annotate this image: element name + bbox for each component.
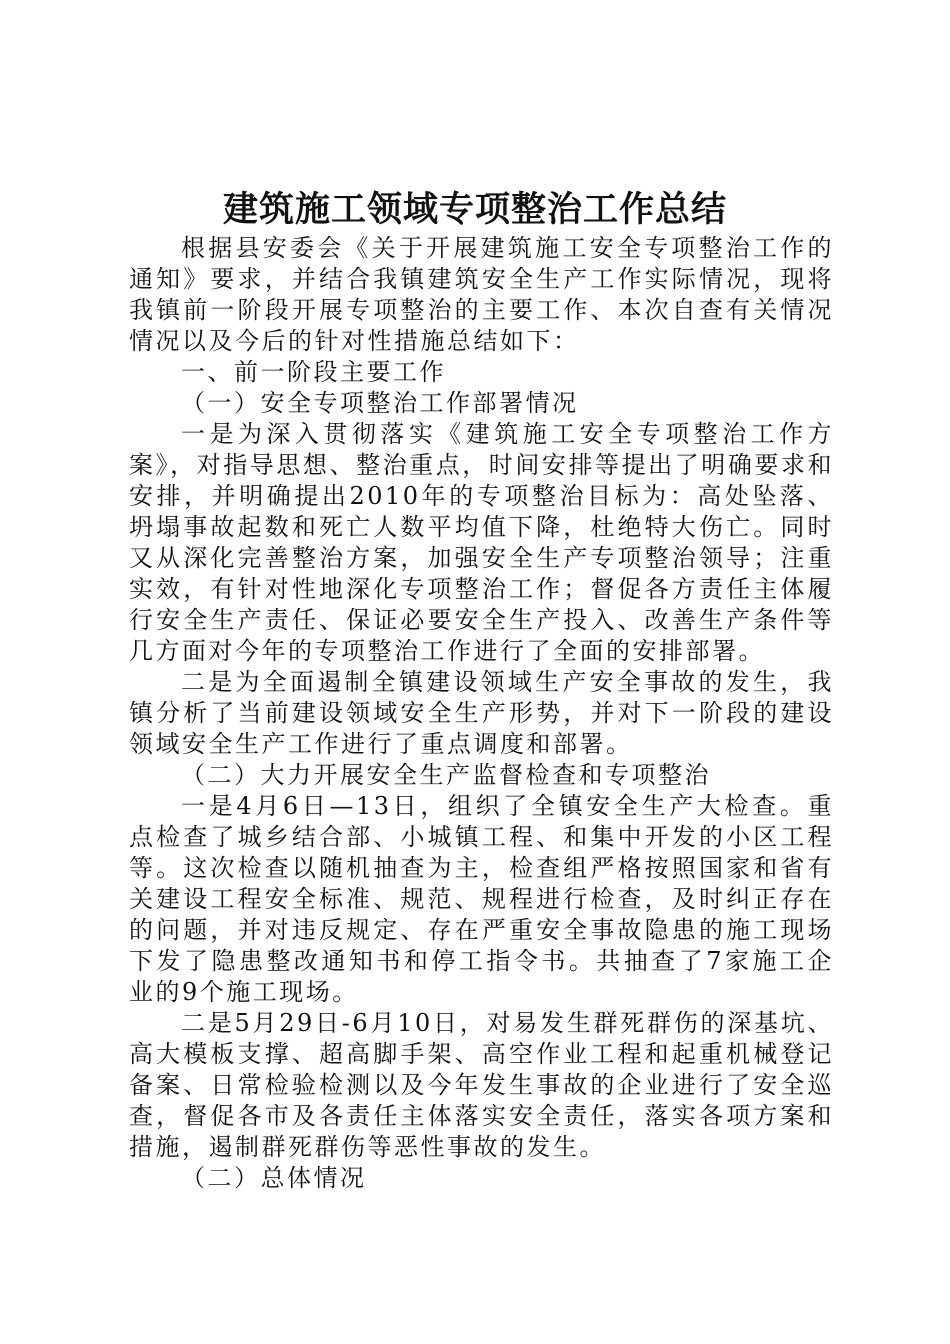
subsection-heading-3: （二）总体情况 (181, 1164, 367, 1192)
body-paragraph-3: 一是4月6日—13日，组织了全镇安全生产大检查。重点检查了城乡结合部、小城镇工程、和集中开发的小区工程等。这次检查以随机抽查为主，检查组严格按照国家和省有关建设工程安全标准、规范、规程进行检查，及时纠正存在的问题，并对违反规定、存在严重安全事故隐患的施工现场下发了隐患整改通知书和停工指令书。共抽查了7家施工企业的9个施工现场。 (129, 792, 834, 1006)
document-body (129, 233, 834, 1194)
intro-paragraph: 根据县安委会《关于开展建筑施工安全专项整治工作的通知》要求，并结合我镇建筑安全生产工作实际情况，现将我镇前一阶段开展专项整治的主要工作、本次自查有关情况情况以及今后的针对性措施总结如下： (129, 234, 834, 355)
document-title: 建筑施工领域专项整治工作总结 (222, 189, 727, 230)
body-paragraph-4: 二是5月29日-6月10日，对易发生群死群伤的深基坑、高大模板支撑、超高脚手架、高空作业工程和起重机械登记备案、日常检验检测以及今年发生事故的企业进行了安全巡查，督促各市及各责任主体落实安全责任，落实各项方案和措施，遏制群死群伤等恶性事故的发生。 (129, 1009, 834, 1161)
subsection-heading-1: （一）安全专项整治工作部署情况 (181, 389, 579, 417)
body-paragraph-1: 一是为深入贯彻落实《建筑施工安全专项整治工作方案》，对指导思想、整治重点，时间安排等提出了明确要求和安排，并明确提出2010年的专项整治目标为：高处坠落、坍塌事故起数和死亡人数平均值下降，杜绝特大伤亡。同时又从深化完善整治方案，加强安全生产专项整治领导；注重实效，有针对性地深化专项整治工作；督促各方责任主体履行安全生产责任、保证必要安全生产投入、改善生产条件等几方面对今年的专项整治工作进行了全面的安排部署。 (129, 420, 834, 665)
subsection-heading-2: （二）大力开展安全生产监督检查和专项整治 (181, 761, 711, 789)
body-paragraph-2: 二是为全面遏制全镇建设领域生产安全事故的发生，我镇分析了当前建设领域安全生产形势，并对下一阶段的建设领域安全生产工作进行了重点调度和部署。 (129, 668, 834, 758)
section-heading-1: 一、前一阶段主要工作 (181, 358, 446, 386)
